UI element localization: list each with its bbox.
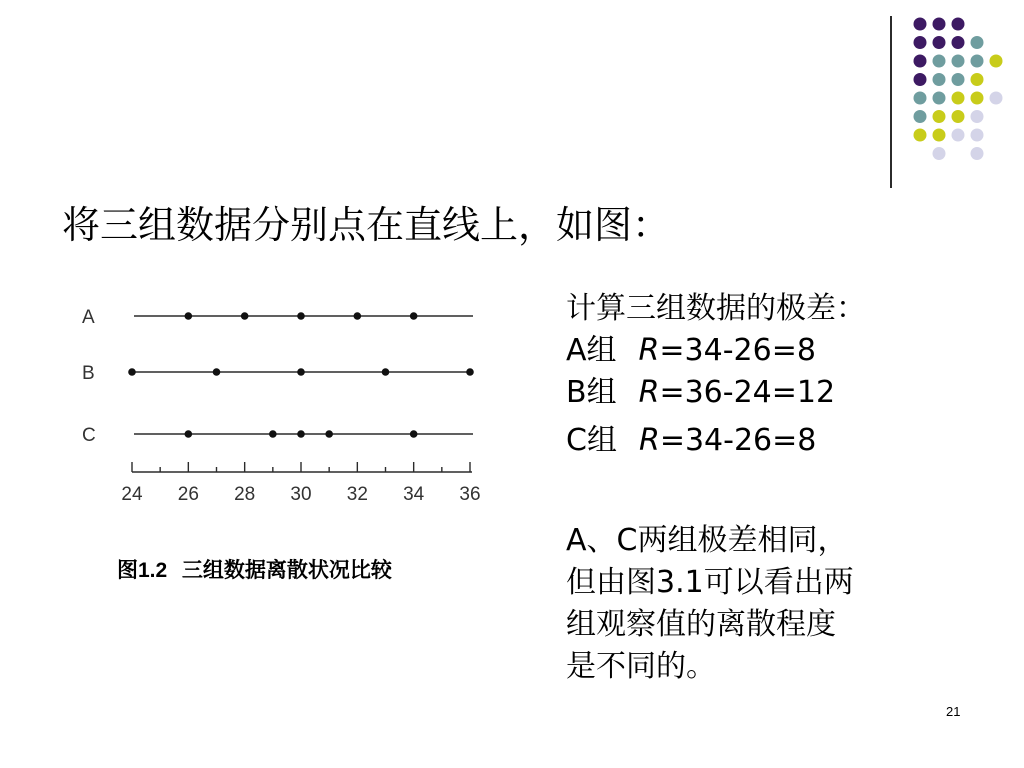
decor-dot <box>990 92 1003 105</box>
data-point <box>241 312 249 320</box>
tick-label: 28 <box>234 484 256 505</box>
data-point <box>325 430 333 438</box>
decorative-dot-grid <box>0 0 1024 200</box>
group-label: B组 <box>566 375 617 410</box>
range-expression: =34-26=8 <box>659 423 817 458</box>
tick-label: 30 <box>290 484 312 505</box>
data-point <box>128 368 136 376</box>
data-point <box>269 430 277 438</box>
decor-dot <box>933 110 946 123</box>
group-label: C组 <box>566 423 617 458</box>
decor-dot <box>933 129 946 142</box>
data-point <box>297 430 305 438</box>
decor-dot <box>914 129 927 142</box>
conclusion-line: 是不同的。 <box>566 649 716 684</box>
decor-dot <box>990 55 1003 68</box>
data-point <box>382 368 390 376</box>
series-label-b: B <box>82 363 95 384</box>
data-point <box>213 368 221 376</box>
decor-dot <box>933 36 946 49</box>
range-symbol: R <box>638 375 660 410</box>
tick-label: 32 <box>346 484 368 505</box>
conclusion-text <box>566 520 854 688</box>
tick-label: 26 <box>177 484 199 505</box>
caption-prefix: 图 <box>117 558 138 582</box>
data-point <box>410 430 418 438</box>
decor-dot <box>933 55 946 68</box>
decor-dot <box>971 55 984 68</box>
decor-dot <box>914 92 927 105</box>
data-point <box>185 430 193 438</box>
series-label-c: C <box>82 425 96 446</box>
data-point <box>185 312 193 320</box>
range-title: 计算三组数据的极差： <box>566 291 866 326</box>
data-point <box>297 368 305 376</box>
range-symbol: R <box>638 423 660 458</box>
decor-dot <box>952 110 965 123</box>
range-expression: =34-26=8 <box>659 333 816 368</box>
decor-dot <box>914 36 927 49</box>
range-expression: =36-24=12 <box>659 375 836 410</box>
caption-number: 1.2 <box>138 559 168 582</box>
decor-dot <box>971 92 984 105</box>
data-point <box>466 368 474 376</box>
decor-dot <box>933 18 946 31</box>
decor-dot <box>952 73 965 86</box>
title-divider-line <box>890 16 892 188</box>
decor-dot <box>952 55 965 68</box>
tick-label: 24 <box>121 484 143 505</box>
decor-dot <box>914 110 927 123</box>
range-row-b <box>566 372 866 414</box>
group-label: A组 <box>566 333 617 368</box>
decor-dot <box>933 73 946 86</box>
tick-label: 34 <box>403 484 425 505</box>
dot-plot-chart <box>60 290 500 520</box>
decor-dot <box>971 147 984 160</box>
data-point <box>354 312 362 320</box>
decor-dot <box>952 36 965 49</box>
caption-text: 三组数据离散状况比较 <box>181 558 392 582</box>
range-calculation <box>566 288 866 462</box>
decor-dot <box>952 18 965 31</box>
decor-dot <box>952 92 965 105</box>
data-point <box>297 312 305 320</box>
decor-dot <box>933 147 946 160</box>
decor-dot <box>933 92 946 105</box>
decor-dot <box>971 129 984 142</box>
tick-label: 36 <box>459 484 481 505</box>
figure-caption <box>117 554 392 584</box>
decor-dot <box>914 18 927 31</box>
range-symbol: R <box>638 333 660 368</box>
data-point <box>410 312 418 320</box>
conclusion-line: A、C两组极差相同， <box>566 523 848 558</box>
range-row-a <box>566 330 866 372</box>
decor-dot <box>952 129 965 142</box>
slide-heading: 将三组数据分别点在直线上，如图： <box>62 203 671 247</box>
decor-dot <box>914 73 927 86</box>
conclusion-line: 但由图3.1可以看出两 <box>566 565 854 600</box>
decor-dot <box>971 110 984 123</box>
decor-dot <box>971 73 984 86</box>
series-label-a: A <box>82 307 95 328</box>
range-row-c <box>566 420 866 462</box>
decor-dot <box>914 55 927 68</box>
decor-dot <box>971 36 984 49</box>
conclusion-line: 组观察值的离散程度 <box>566 607 836 642</box>
page-number: 21 <box>946 704 961 719</box>
